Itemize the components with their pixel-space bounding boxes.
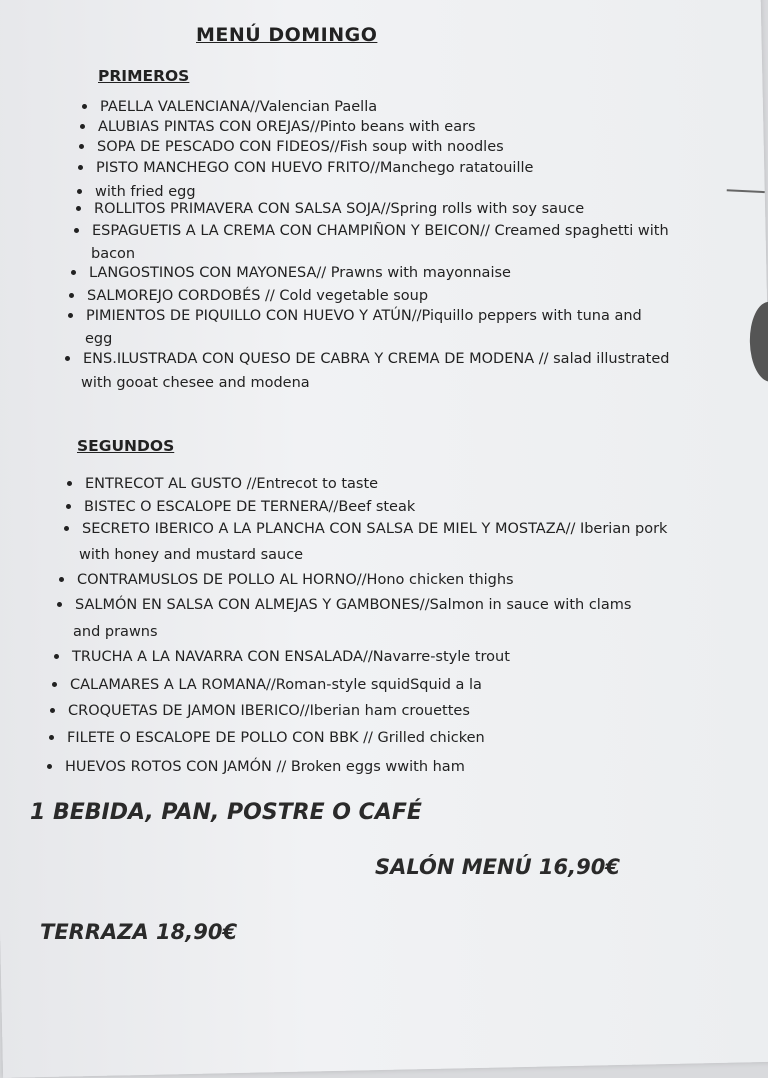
bullet-icon [74, 228, 79, 233]
list-item: HUEVOS ROTOS CON JAMÓN // Broken eggs wwith ham [65, 756, 465, 778]
bullet-icon [71, 270, 76, 275]
list-item: PIMIENTOS DE PIQUILLO CON HUEVO Y ATÚN//Piquillo peppers with tuna and [86, 305, 642, 327]
list-item: SECRETO IBERICO A LA PLANCHA CON SALSA DE MIEL Y MOSTAZA// Iberian pork [82, 518, 667, 540]
bullet-icon [78, 165, 83, 170]
list-item: BISTEC O ESCALOPE DE TERNERA//Beef steak [84, 496, 415, 518]
list-item: CONTRAMUSLOS DE POLLO AL HORNO//Hono chicken thighs [77, 569, 514, 591]
primeros-heading: PRIMEROS [98, 67, 190, 85]
salon-price: SALÓN MENÚ 16,90€ [375, 855, 620, 879]
bullet-icon [77, 189, 82, 194]
list-item: ENTRECOT AL GUSTO //Entrecot to taste [85, 473, 378, 495]
segundos-heading: SEGUNDOS [77, 437, 175, 455]
list-item: PAELLA VALENCIANA//Valencian Paella [100, 96, 377, 118]
list-item-continuation: bacon [91, 246, 136, 262]
list-item-continuation: with gooat chesee and modena [81, 375, 310, 391]
bullet-icon [68, 313, 73, 318]
list-item-continuation: and prawns [73, 624, 158, 640]
list-item: SOPA DE PESCADO CON FIDEOS//Fish soup with noodles [97, 136, 504, 158]
list-item-continuation: with honey and mustard sauce [79, 547, 304, 563]
includes-note: 1 BEBIDA, PAN, POSTRE O CAFÉ [30, 800, 422, 825]
bullet-icon [76, 206, 81, 211]
bullet-icon [47, 764, 52, 769]
bullet-icon [52, 682, 57, 687]
list-item: with fried egg [95, 181, 196, 203]
bullet-icon [67, 481, 72, 486]
list-item: SALMOREJO CORDOBÉS // Cold vegetable soup [87, 285, 428, 307]
bullet-icon [80, 124, 85, 129]
list-item: TRUCHA A LA NAVARRA CON ENSALADA//Navarre-style trout [72, 646, 510, 668]
terraza-price: TERRAZA 18,90€ [40, 920, 238, 944]
list-item: ROLLITOS PRIMAVERA CON SALSA SOJA//Spring rolls with soy sauce [94, 198, 584, 220]
bullet-icon [54, 654, 59, 659]
list-item: LANGOSTINOS CON MAYONESA// Prawns with mayonnaise [89, 262, 511, 284]
bullet-icon [64, 526, 69, 531]
list-item: ENS.ILUSTRADA CON QUESO DE CABRA Y CREMA DE MODENA // salad illustrated [83, 348, 669, 370]
menu-title: MENÚ DOMINGO [196, 24, 378, 46]
list-item: ESPAGUETIS A LA CREMA CON CHAMPIÑON Y BEICON// Creamed spaghetti with [92, 220, 669, 242]
bullet-icon [59, 577, 64, 582]
list-item: PISTO MANCHEGO CON HUEVO FRITO//Manchego ratatouille [96, 157, 533, 179]
bullet-icon [66, 504, 71, 509]
list-item: ALUBIAS PINTAS CON OREJAS//Pinto beans with ears [98, 116, 476, 138]
bullet-icon [65, 356, 70, 361]
bullet-icon [50, 708, 55, 713]
bullet-icon [57, 602, 62, 607]
list-item: SALMÓN EN SALSA CON ALMEJAS Y GAMBONES//Salmon in sauce with clams [75, 594, 631, 616]
bullet-icon [49, 735, 54, 740]
list-item: FILETE O ESCALOPE DE POLLO CON BBK // Grilled chicken [67, 727, 485, 749]
list-item-continuation: egg [85, 331, 113, 347]
list-item: CALAMARES A LA ROMANA//Roman-style squidSquid a la [70, 674, 482, 696]
bullet-icon [79, 144, 84, 149]
bullet-icon [69, 293, 74, 298]
bullet-icon [82, 104, 87, 109]
list-item: CROQUETAS DE JAMON IBERICO//Iberian ham crouettes [68, 700, 470, 722]
